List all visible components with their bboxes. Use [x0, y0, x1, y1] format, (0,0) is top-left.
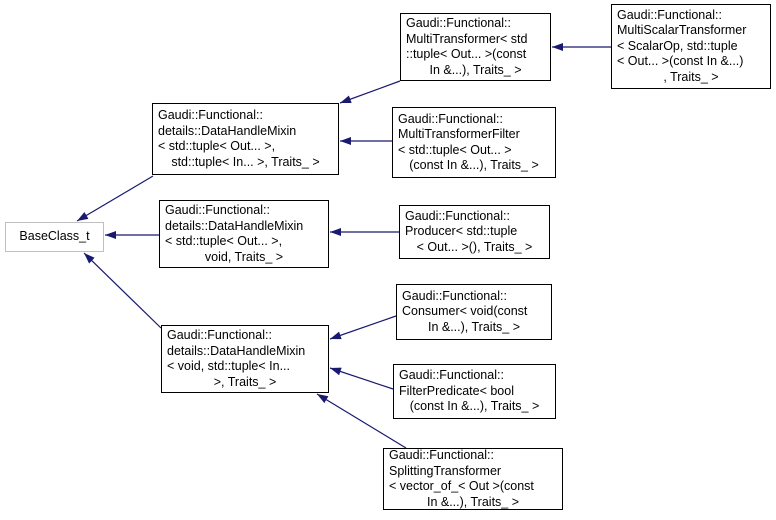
class-node-datahandlemixin-out-void-label-line: < std::tuple< Out... >,: [165, 234, 283, 248]
class-node-datahandlemixin-void-in-label-line: details::DataHandleMixin: [167, 343, 306, 358]
class-node-splittingtransformer-label-line: Gaudi::Functional::: [389, 448, 494, 462]
class-node-datahandlemixin-void-in[interactable]: [161, 325, 329, 393]
class-node-multiscalartransformer-label-line: < ScalarOp, std::tuple: [617, 38, 738, 53]
class-node-consumer-label-line: Gaudi::Functional::: [402, 288, 507, 303]
class-node-multiscalartransformer-label-line: < Out... >(const In &...): [617, 54, 744, 69]
inherits-arrow-datahandlemixin-out-in-to-baseclass-t: [77, 176, 153, 221]
class-node-multitransformerfilter-label-line: < std::tuple< Out... >: [398, 142, 512, 157]
inherits-arrow-consumer-to-datahandlemixin-void-in: [330, 316, 396, 339]
class-node-multitransformer-label-line: In &...), Traits_ >: [429, 62, 522, 77]
class-node-splittingtransformer-label-line: In &...), Traits_ >: [426, 494, 520, 509]
class-node-splittingtransformer-label-line: < vector_of_< Out >(const: [389, 479, 534, 493]
class-node-producer-label-line: < Out... >(), Traits_ >: [416, 239, 533, 254]
class-node-filterpredicate-label-line: FilterPredicate< bool: [399, 383, 514, 398]
class-node-producer-label-line: Gaudi::Functional::: [405, 208, 510, 223]
class-node-consumer-label-line: In &...), Traits_ >: [427, 319, 521, 334]
class-node-multitransformerfilter-label-line: Gaudi::Functional::: [398, 111, 503, 126]
class-node-datahandlemixin-out-void-label-line: Gaudi::Functional::: [165, 203, 270, 217]
class-node-baseclass-t: [5, 222, 104, 252]
class-node-datahandlemixin-void-in-label-line: >, Traits_ >: [213, 374, 277, 389]
inherits-arrow-filterpredicate-to-datahandlemixin-void-in: [330, 368, 393, 389]
class-node-multiscalartransformer-label-line: , Traits_ >: [663, 69, 719, 84]
class-node-datahandlemixin-void-in-label-line: < void, std::tuple< In...: [167, 359, 290, 373]
class-node-multiscalartransformer-label-line: Gaudi::Functional::: [617, 7, 722, 22]
class-node-consumer[interactable]: [396, 284, 552, 340]
class-node-multitransformer-label-line: ::tuple< Out... >(const: [406, 47, 527, 61]
class-node-multiscalartransformer-label-line: MultiScalarTransformer: [617, 23, 747, 38]
class-node-multitransformerfilter-label-line: MultiTransformerFilter: [398, 127, 520, 141]
class-node-multitransformer-label-line: Gaudi::Functional::: [406, 16, 511, 30]
class-node-datahandlemixin-out-void[interactable]: [159, 200, 329, 268]
class-node-datahandlemixin-out-void-label-line: details::DataHandleMixin: [165, 218, 304, 233]
class-node-producer-label-line: Producer< std::tuple: [405, 224, 518, 239]
class-node-consumer-label-line: Consumer< void(const: [402, 304, 528, 319]
class-node-multitransformer[interactable]: [400, 13, 551, 81]
class-node-datahandlemixin-out-in-label-line: std::tuple< In... >, Traits_ >: [171, 154, 320, 169]
class-node-filterpredicate[interactable]: [393, 364, 556, 419]
class-node-filterpredicate-label-line: (const In &...), Traits_ >: [409, 399, 540, 414]
class-node-datahandlemixin-out-void-label-line: void, Traits_ >: [204, 249, 284, 264]
class-node-filterpredicate-label-line: Gaudi::Functional::: [399, 368, 504, 383]
class-node-splittingtransformer-label-line: SplittingTransformer: [389, 463, 502, 478]
class-node-datahandlemixin-out-in-label-line: details::DataHandleMixin: [158, 123, 297, 138]
class-node-multitransformerfilter-label-line: (const In &...), Traits_ >: [409, 158, 539, 172]
inherits-arrow-datahandlemixin-void-in-to-baseclass-t: [84, 253, 161, 328]
class-node-datahandlemixin-out-in-label-line: Gaudi::Functional::: [158, 108, 263, 122]
class-node-datahandlemixin-out-in[interactable]: [152, 103, 339, 175]
class-node-datahandlemixin-void-in-label-line: Gaudi::Functional::: [167, 328, 272, 342]
class-node-multiscalartransformer[interactable]: [611, 4, 771, 89]
class-node-producer[interactable]: [399, 205, 550, 259]
class-node-baseclass-t-label-line: BaseClass_t: [19, 229, 90, 244]
inherits-arrow-multitransformer-to-datahandlemixin-out-in: [340, 81, 400, 103]
class-node-splittingtransformer[interactable]: [383, 448, 563, 510]
class-node-multitransformerfilter[interactable]: [392, 107, 556, 178]
class-node-datahandlemixin-out-in-label-line: < std::tuple< Out... >,: [158, 139, 276, 153]
class-node-multitransformer-label-line: MultiTransformer< std: [406, 31, 528, 46]
